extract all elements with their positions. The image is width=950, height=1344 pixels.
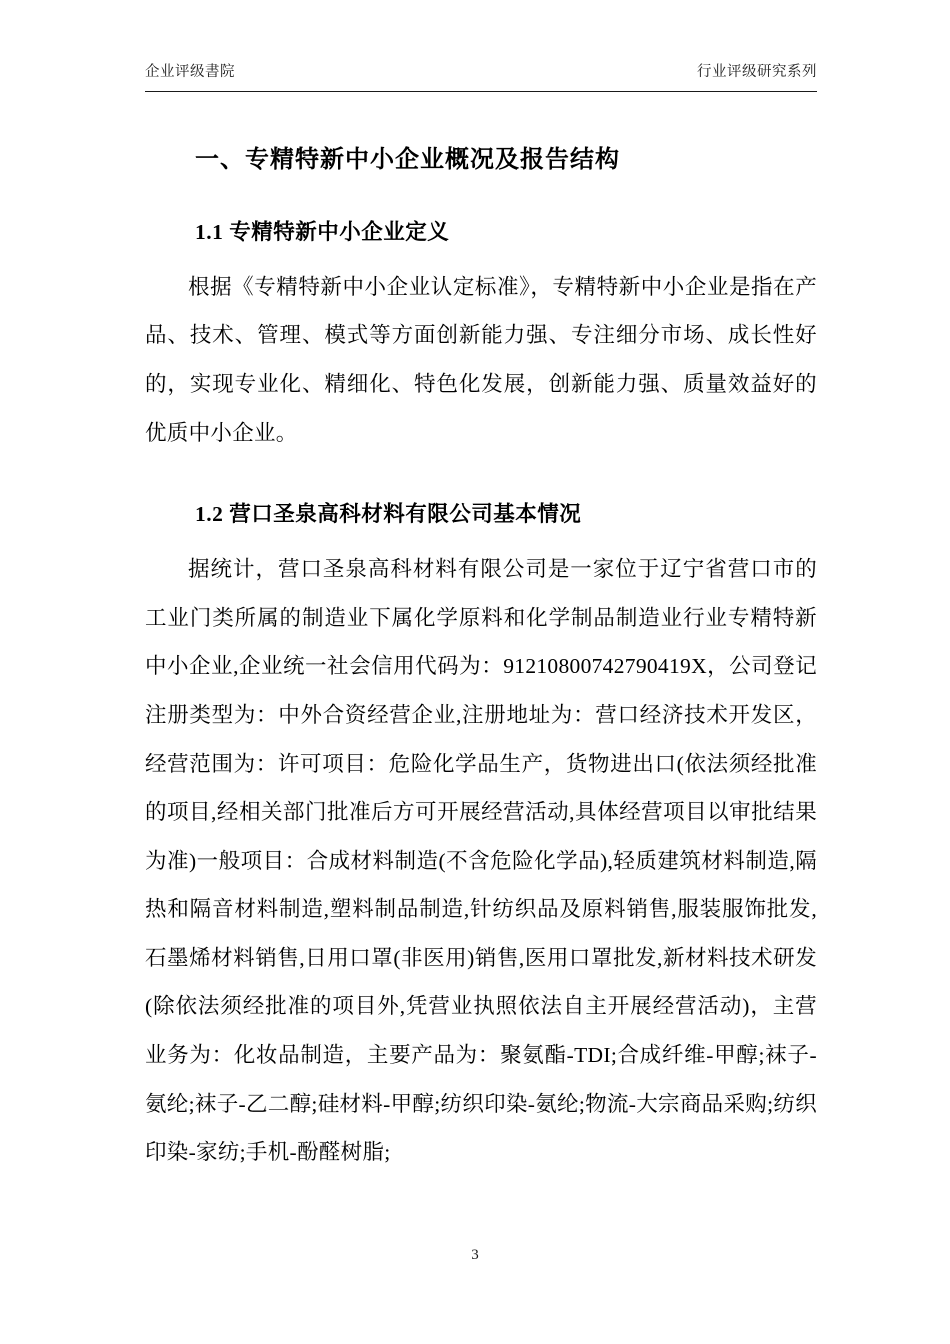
subsection-heading-1-1: 1.1 专精特新中小企业定义 xyxy=(195,220,450,244)
page-footer xyxy=(0,1247,950,1264)
paragraph-definition: 根据《专精特新中小企业认定标准》，专精特新中小企业是指在产品、技术、管理、模式等方面创新能力强、专注细分市场、成长性好的，实现专业化、精细化、特色化发展，创新能力强、质量效益好的优质中小企业。 xyxy=(145,274,817,445)
section-heading: 一、专精特新中小企业概况及报告结构 xyxy=(195,147,620,173)
page-number: 3 xyxy=(471,1247,479,1263)
header-right-text: 行业评级研究系列 xyxy=(697,64,817,80)
header-left-text: 企业评级書院 xyxy=(145,64,235,80)
page-header xyxy=(145,60,817,92)
document-body xyxy=(145,91,817,1177)
paragraph-company-info: 据统计，营口圣泉高科材料有限公司是一家位于辽宁省营口市的工业门类所属的制造业下属化学原料和化学制品制造业行业专精特新中小企业,企业统一社会信用代码为：91210800742790419X，公司登记注册类型为：中外合资经营企业,注册地址为：营口经济技术开发区，经营范围为：许可项目：危险化学品生产，货物进出口(依法须经批准的项目,经相关部门批准后方可开展经营活动,具体经营项目以审批结果为准)一般项目：合成材料制造(不含危险化学品),轻质建筑材料制造,隔热和隔音材料制造,塑料制品制造,针纺织品及原料销售,服装服饰批发,石墨烯材料销售,日用口罩(非医用)销售,医用口罩批发,新材料技术研发(除依法须经批准的项目外,凭营业执照依法自主开展经营活动)，主营业务为：化妆品制造，主要产品为：聚氨酯-TDI;合成纤维-甲醇;袜子-氨纶;袜子-乙二醇;硅材料-甲醇;纺织印染-氨纶;物流-大宗商品采购;纺织印染-家纺;手机-酚醛树脂; xyxy=(145,557,817,1165)
subsection-heading-1-2: 1.2 营口圣泉高科材料有限公司基本情况 xyxy=(195,502,582,527)
